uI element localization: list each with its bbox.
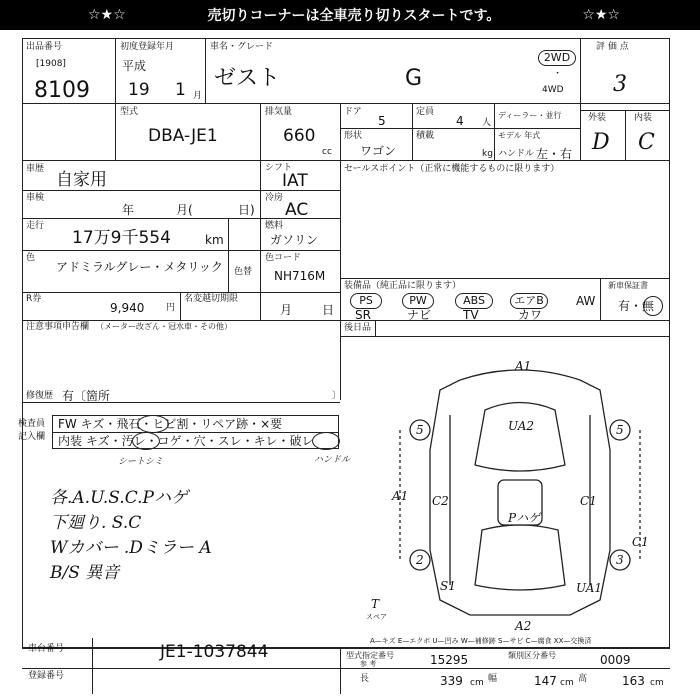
- int-row: 内装 キズ・汚レ・コゲ・穴・スレ・キレ・破レ: [58, 434, 314, 448]
- repair-label: 修復歴: [26, 391, 54, 401]
- score: 3: [613, 72, 627, 97]
- reg-year: 19: [128, 80, 150, 100]
- chassis-number: JE1-1037844: [160, 642, 269, 662]
- dmg-ua1: UA1: [576, 581, 603, 595]
- shaken-label: 車検: [26, 193, 45, 203]
- len-label: 長: [360, 674, 370, 684]
- legend: A—キズ E—エクボ U—凹み W—補修跡 S—サビ C—腐食 XX—交換済: [370, 637, 592, 645]
- shaken-month: 月(: [176, 203, 193, 217]
- ext-grade: D: [592, 130, 610, 155]
- int-grade: C: [638, 130, 655, 155]
- handle: 左・右: [536, 147, 573, 161]
- disp-unit: cc: [322, 147, 332, 157]
- dmg-c1-right: C1: [580, 494, 597, 508]
- use-label: 車歴: [26, 164, 45, 174]
- reg-month-unit: 月: [193, 91, 203, 101]
- remark-4: B/S 異音: [50, 563, 120, 583]
- banner-stars-right: ☆★☆: [582, 7, 620, 23]
- mileage: 17万9千554: [72, 228, 171, 248]
- door-label: ドア: [344, 107, 362, 117]
- repair-close: 〕: [332, 391, 342, 401]
- type-num: 15295: [430, 653, 469, 667]
- disp-label: 排気量: [265, 107, 293, 117]
- capacity: 4: [456, 114, 464, 128]
- reg-number-label: 登録番号: [28, 671, 65, 681]
- grade: G: [405, 66, 423, 91]
- dmg-c1-far: C1: [632, 535, 649, 549]
- equip-ps: PS: [350, 293, 382, 309]
- recycle-unit: 円: [166, 303, 176, 313]
- int-label: 内装: [634, 113, 653, 123]
- mileage-unit: km: [205, 233, 224, 247]
- shape: ワゴン: [360, 144, 397, 158]
- hei: 163: [622, 674, 645, 688]
- drive-4wd: 4WD: [542, 85, 564, 95]
- equip-abs: ABS: [455, 293, 493, 309]
- color-code: NH716M: [274, 269, 326, 283]
- wid: 147: [534, 674, 557, 688]
- equip-airbag: エアB: [510, 293, 548, 309]
- color-label: 色: [26, 253, 36, 263]
- load-unit: kg: [482, 149, 493, 159]
- remark-1: 各.A.U.S.C.Pハゲ: [50, 488, 188, 508]
- dmg-a2: A2: [515, 619, 532, 633]
- dmg-p-hage: Pハゲ: [508, 511, 541, 525]
- hei-unit: cm: [650, 678, 664, 688]
- model-label: 車名・グレード: [210, 42, 274, 52]
- spare-label: スペア: [366, 613, 387, 621]
- car-name: ゼスト: [214, 66, 281, 91]
- type-value: DBA-JE1: [148, 126, 218, 146]
- deadline-month: 月: [280, 303, 293, 317]
- remark-2: 下廻り. S.C: [50, 513, 142, 533]
- note-seat: シートシミ: [118, 457, 164, 467]
- len: 339: [440, 674, 463, 688]
- score-label: 評 価 点: [596, 42, 629, 52]
- banner-stars-left: ☆★☆: [88, 7, 126, 23]
- warranty: 有・無: [618, 299, 655, 313]
- equip-aw: AW: [576, 294, 596, 308]
- shaken-day: 日): [238, 203, 255, 217]
- banner: [0, 0, 700, 30]
- mileage-label: 走行: [26, 221, 45, 231]
- ext-label: 外装: [588, 113, 607, 123]
- equip-label: 装備品（純正品に限ります）: [344, 281, 462, 291]
- notes-label: 注意事項申告欄: [26, 322, 90, 332]
- dmg-a1-left: A1: [392, 489, 409, 503]
- dmg-s1: S1: [440, 579, 456, 593]
- warranty-none-circle: [643, 296, 663, 316]
- deadline-day: 日: [322, 303, 335, 317]
- inspector-label2: 記入欄: [18, 432, 46, 442]
- disp-value: 660: [283, 126, 316, 146]
- type-label: 型式: [120, 107, 139, 117]
- lot-label: 出品番号: [26, 42, 63, 52]
- chassis-label: 車台番号: [28, 644, 65, 654]
- lot-prefix: [1908]: [36, 59, 66, 69]
- warranty-label: 新車保証書: [608, 281, 648, 290]
- car-diagram: [390, 355, 650, 625]
- lot-number: 8109: [34, 78, 90, 103]
- equip-sr: SR: [355, 308, 371, 322]
- repaint-label: 色替: [234, 267, 253, 277]
- recycle: 9,940: [110, 301, 145, 315]
- use-value: 自家用: [56, 170, 107, 190]
- remark-3: Wカバー .Dミラー A: [50, 538, 212, 558]
- rear-label: 後日品: [344, 323, 372, 333]
- equip-pw: PW: [402, 293, 434, 309]
- reg-month: 1: [175, 80, 186, 100]
- fw-row: FW キズ・飛石・ヒビ割・リペア跡・×要: [58, 417, 283, 431]
- len-unit: cm: [470, 678, 484, 688]
- note-handle: ハンドル: [314, 455, 351, 465]
- deadline-label: 名変越切期限: [184, 294, 239, 304]
- tire-score-rl: 2: [416, 553, 424, 567]
- mark-circle-3: [312, 432, 340, 450]
- mark-circle-1: [137, 415, 169, 433]
- inspector-label: 検査員: [18, 419, 46, 429]
- fuel: ガソリン: [270, 233, 319, 247]
- color-code-label: 色コード: [265, 253, 302, 263]
- tire-score-fr: 5: [616, 423, 624, 437]
- mark-circle-2: [132, 432, 160, 450]
- dealer-label: ディーラー・並行: [498, 111, 562, 120]
- reg-label: 初度登録年月: [120, 42, 175, 52]
- recycle-label: R券: [26, 294, 42, 304]
- tire-score-fl: 5: [416, 423, 424, 437]
- repair-value: 有〔箇所: [62, 389, 111, 403]
- spare-mark: T: [371, 597, 380, 611]
- type-num-ref: 参 考: [360, 660, 377, 668]
- model-year-label: モデル 年式: [498, 131, 541, 140]
- dmg-c2: C2: [432, 494, 449, 508]
- dmg-a1-top: A1: [515, 359, 532, 373]
- wid-label: 幅: [488, 674, 498, 684]
- notes-sub: （メーター改ざん・冠水車・その他）: [96, 322, 232, 331]
- handle-label: ハンドル: [498, 149, 535, 159]
- fuel-label: 燃料: [265, 221, 284, 231]
- shaken-year: 年: [122, 203, 135, 217]
- era: 平成: [122, 59, 147, 73]
- cap-label: 定員: [416, 107, 435, 117]
- ac: AC: [285, 200, 309, 220]
- wid-unit: cm: [560, 678, 574, 688]
- hei-label: 高: [578, 674, 588, 684]
- equip-navi: ナビ: [407, 308, 432, 322]
- banner-text: 売切りコーナーは全車売り切りスタートです。: [207, 8, 501, 24]
- shift: IAT: [282, 171, 308, 191]
- dmg-ua2: UA2: [508, 419, 535, 433]
- class-num: 0009: [600, 653, 631, 667]
- class-num-label: 類別区分番号: [508, 651, 556, 660]
- equip-tv: TV: [463, 308, 479, 322]
- shift-label: シフト: [265, 163, 293, 173]
- sell-label: セールスポイント（正常に機能するものに限ります）: [344, 164, 560, 174]
- color-name: アドミラルグレー・メタリック: [56, 260, 223, 274]
- type-num-label: 型式指定番号: [346, 651, 394, 660]
- doors: 5: [378, 114, 386, 128]
- cap-unit: 人: [482, 118, 492, 128]
- tire-score-rr: 3: [616, 553, 624, 567]
- load-label: 積載: [416, 131, 435, 141]
- drive-2wd: 2WD: [538, 50, 576, 66]
- ac-label: 冷房: [265, 193, 284, 203]
- shape-label: 形状: [344, 131, 363, 141]
- drive-dot: ・: [553, 69, 563, 79]
- equip-leather: カワ: [518, 308, 543, 322]
